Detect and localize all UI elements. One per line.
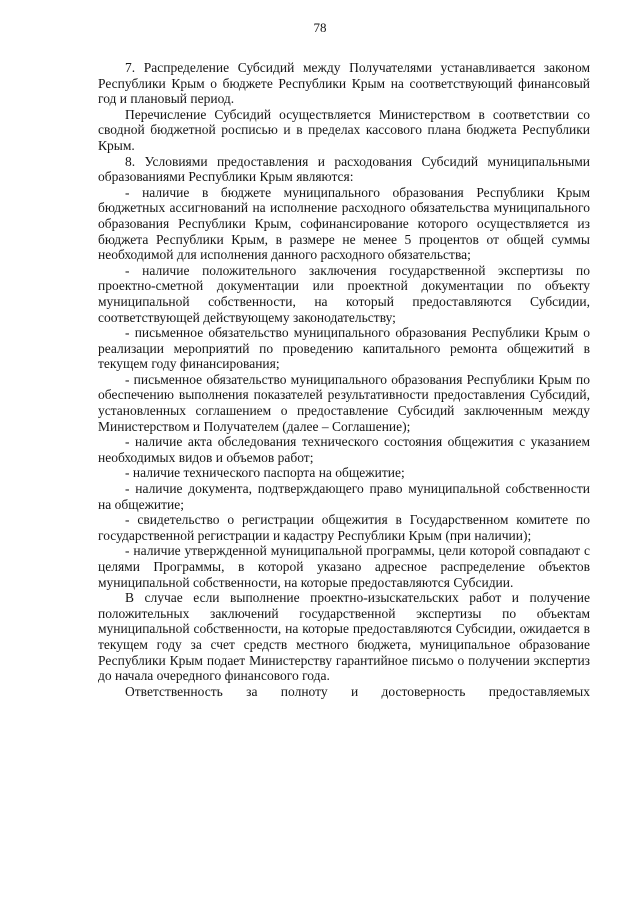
list-item-technical-passport: - наличие технического паспорта на общежитие; xyxy=(125,465,405,481)
paragraph-subsidy-transfer: Перечисление Субсидий осуществляется Министерством в соответствии со сводной бюджетной росписью и в пределах кассового плана бюджета Республики Крым. xyxy=(98,106,590,153)
list-item-inspection-act: - наличие акта обследования технического состояния общежития с указанием необходимых видов и объемов работ; xyxy=(98,434,590,465)
list-item-performance-obligation: - письменное обязательство муниципального образования Республики Крым по обеспечению выполнения показателей результативности предоставления Субсидий, установленных соглашением о предоставление Субсидий заключенным между Министерством и Получателем (далее – Соглашение); xyxy=(98,371,590,434)
list-item-budget-allocations: - наличие в бюджете муниципального образования Республики Крым бюджетных ассигнований на исполнение расходного обязательства муниципального образования Республики Крым, софинансирование которого осуществляется из бюджета Республики Крым, в размере не менее 5 процентов от общей суммы необходимой для исполнения данного расходного обязательства; xyxy=(98,184,590,263)
list-item-repair-obligation: - письменное обязательство муниципального образования Республики Крым о реализации мероприятий по проведению капитального ремонта общежитий в текущем году финансирования; xyxy=(98,325,590,372)
paragraph-responsibility: Ответственность за полноту и достоверность предоставляемых xyxy=(125,683,590,699)
list-item-municipal-program: - наличие утвержденной муниципальной программы, цели которой совпадают с целями Программы, в которой указано адресное распределение объектов муниципальной собственности, на которые предоставляются Субсидии. xyxy=(98,543,590,590)
document-body xyxy=(98,60,590,699)
page-number: 78 xyxy=(313,20,327,35)
list-item-expertise-conclusion: - наличие положительного заключения государственной экспертизы по проектно-сметной документации или проектной документации по объекту муниципальной собственности, на который предоставляются Субсидии, соответствующей действующему законодательству; xyxy=(98,262,590,325)
paragraph-conditions-intro: 8. Условиями предоставления и расходования Субсидий муниципальными образованиями Республики Крым являются: xyxy=(98,153,590,185)
list-item-ownership-document: - наличие документа, подтверждающего право муниципальной собственности на общежитие; xyxy=(98,481,590,512)
paragraph-design-survey-works: В случае если выполнение проектно-изыскательских работ и получение положительных заключений государственной экспертизы по объектам муниципальной собственности, на которые предоставляются Субсидии, ожидается в текущем году за счет средств местного бюджета, муниципальное образование Республики Крым подает Министерству гарантийное письмо о получении экспертиз до начала очередного финансового года. xyxy=(98,590,590,684)
list-item-registration-certificate: - свидетельство о регистрации общежития в Государственном комитете по государственной регистрации и кадастру Республики Крым (при наличии); xyxy=(98,512,590,543)
paragraph-subsidy-distribution: 7. Распределение Субсидий между Получателями устанавливается законом Республики Крым о бюджете Республики Крым на соответствующий финансовый год и плановый период. xyxy=(98,60,590,107)
